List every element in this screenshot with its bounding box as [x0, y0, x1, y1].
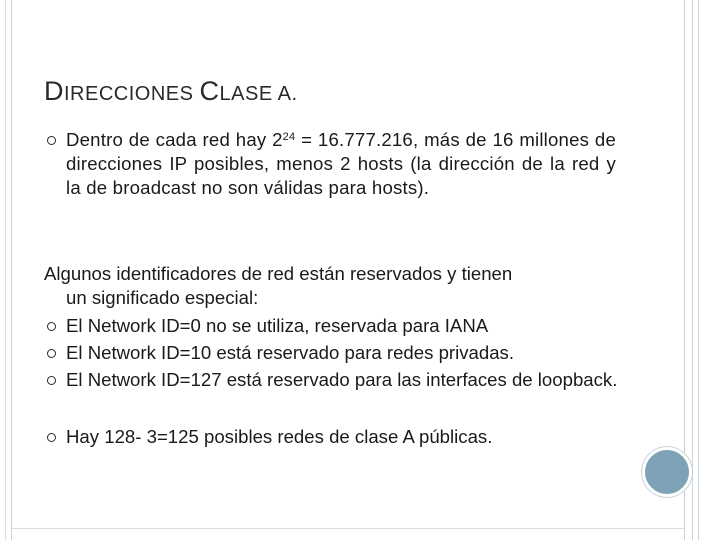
p1-text-after: = 16.777.216, más de 16 millones de direcciones IP posibles, menos 2 hosts (la dirección de la red y la de broadcast no son válidas para hosts). — [66, 129, 616, 198]
bullet-circle-icon — [47, 433, 56, 442]
list-item: Hay 128- 3=125 posibles redes de clase A públicas. — [66, 426, 493, 447]
left-frame-inner-line — [5, 0, 6, 540]
right-frame-line-3 — [698, 0, 699, 540]
title-part-1: IRECCIONES — [64, 83, 200, 105]
bottom-frame-line — [11, 528, 684, 529]
right-frame-panel — [684, 0, 720, 540]
title-letter-c: C — [199, 76, 220, 106]
bullet-paragraph-addresses — [66, 128, 616, 200]
right-frame-line-2 — [692, 0, 693, 540]
bullet-circle-icon — [47, 322, 56, 331]
decorative-circle — [642, 447, 692, 497]
p1-text-before: Dentro de cada red hay 2 — [66, 129, 283, 150]
list-item: El Network ID=10 está reservado para redes privadas. — [66, 342, 515, 363]
slide-title — [44, 76, 298, 107]
intro-line-1: Algunos identificadores de red están reservados y tienen — [44, 263, 513, 284]
list-item: El Network ID=0 no se utiliza, reservada para IANA — [66, 315, 489, 336]
bullet-circle-icon — [47, 136, 56, 145]
title-letter-d: D — [44, 76, 64, 106]
intro-line-2: un significado especial: — [66, 287, 259, 308]
p1-exponent: 24 — [282, 131, 296, 143]
bullet-circle-icon — [47, 376, 56, 385]
bullet-circle-icon — [47, 349, 56, 358]
list-item: El Network ID=127 está reservado para las interfaces de loopback. — [66, 369, 618, 390]
reserved-ids-intro — [44, 262, 624, 310]
title-part-2: LASE A. — [219, 83, 298, 105]
left-frame-border — [0, 0, 12, 540]
